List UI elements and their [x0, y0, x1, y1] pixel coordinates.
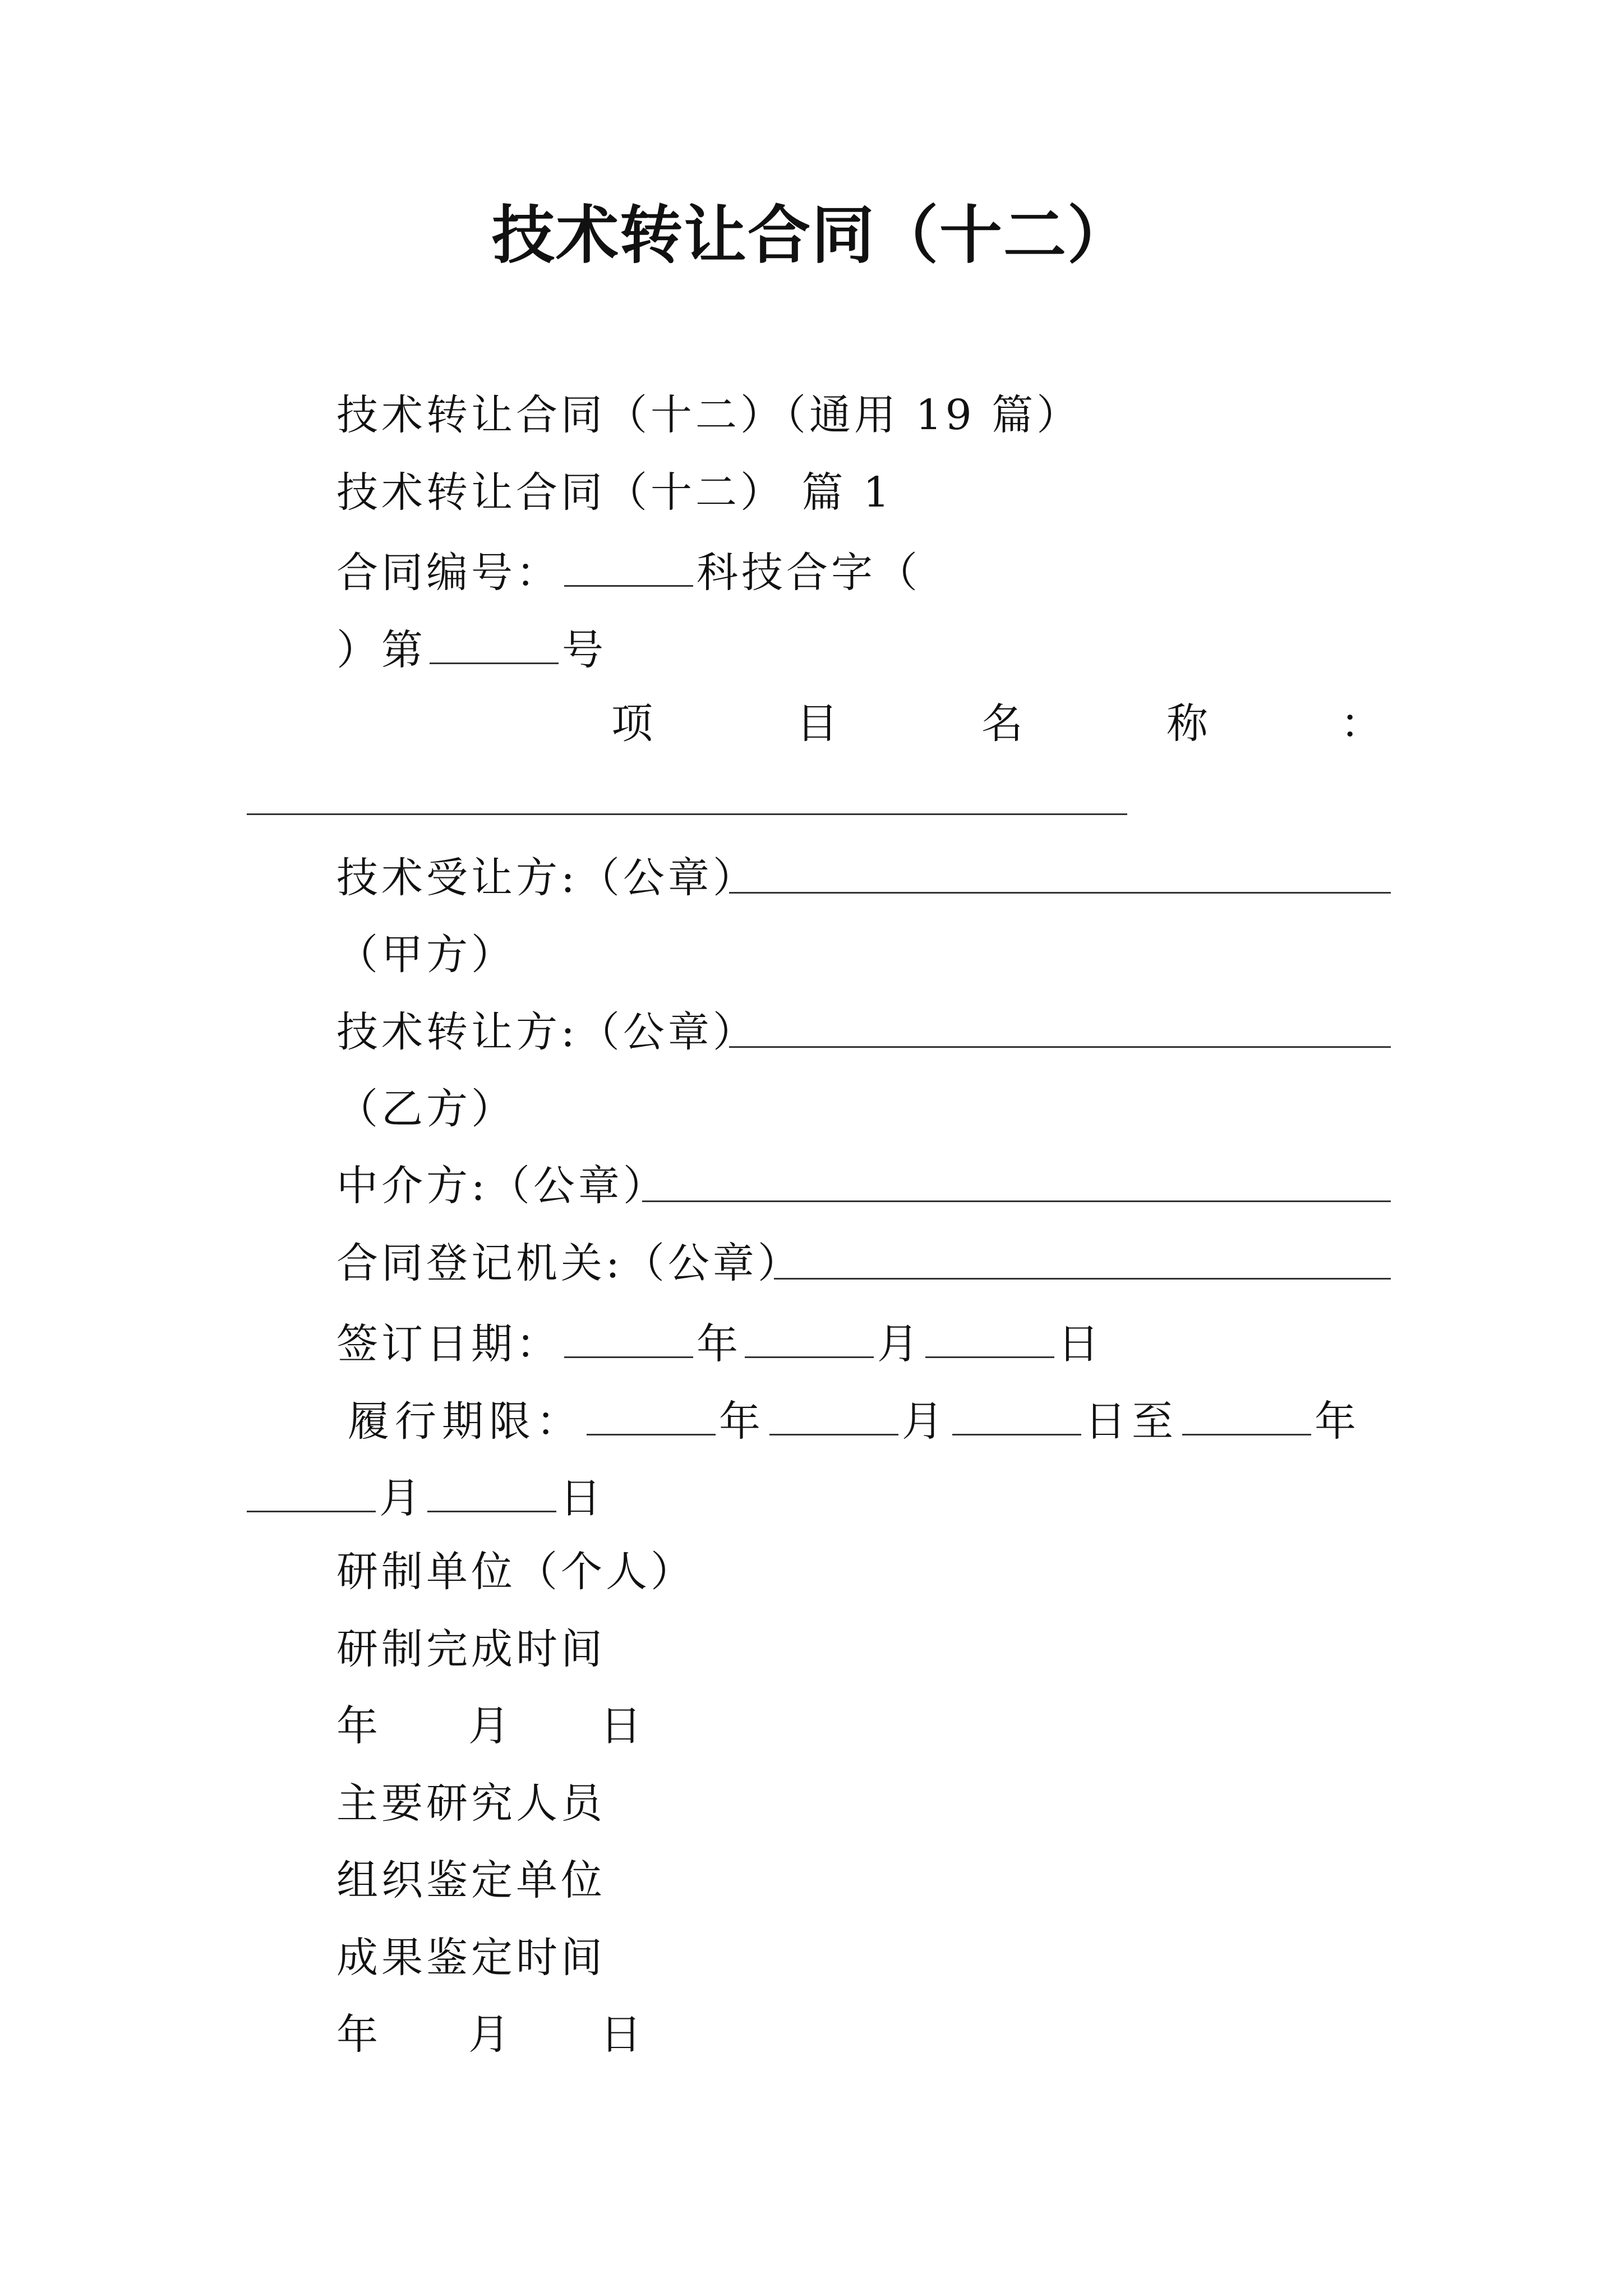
party-a-label: （甲方）	[336, 931, 516, 979]
sign-month-blank	[745, 1313, 874, 1358]
year-label: 年	[719, 1397, 766, 1446]
project-name-char: ：	[1340, 700, 1382, 748]
term-line	[348, 1390, 1362, 1450]
intermediary-label: 中介方:（公章）	[336, 1162, 668, 1210]
year-label: 年	[697, 1320, 741, 1368]
sign-year-blank	[564, 1313, 693, 1358]
term-end-year-blank	[1182, 1390, 1311, 1435]
appraisal-org-label: 组织鉴定单位	[336, 1856, 606, 1904]
transferor-label: 技术转让方:（公章）	[336, 1008, 758, 1056]
sign-day-blank	[925, 1313, 1054, 1358]
transferee-label: 技术受让方:（公章）	[336, 854, 758, 902]
day-label: 日	[1058, 1320, 1103, 1368]
dev-complete-time-label: 研制完成时间	[336, 1625, 606, 1673]
contract-number-line	[336, 541, 921, 601]
term-line-2	[247, 1467, 605, 1526]
term-end-day-blank	[427, 1467, 556, 1512]
year-label: 年	[336, 1702, 381, 1750]
day-label: 日	[600, 2010, 645, 2059]
contract-number-suffix: 科技合字（	[697, 549, 921, 597]
project-name-char: 目	[796, 700, 838, 748]
year-label: 年	[336, 2010, 381, 2059]
contract-number-hao: 号	[562, 626, 607, 674]
project-name-char: 项	[611, 700, 653, 748]
document-title: 技术转让合同（十二）	[492, 199, 1131, 272]
sign-date-line	[336, 1313, 1103, 1372]
month-label: 月	[468, 1702, 513, 1750]
term-start-month-blank	[769, 1390, 898, 1435]
sign-date-label: 签订日期：	[336, 1320, 561, 1368]
month-label: 月	[877, 1320, 922, 1368]
month-label: 月	[468, 2010, 513, 2059]
month-label: 月	[902, 1397, 949, 1446]
subtitle: 技术转让合同（十二）（通用 19 篇）	[336, 391, 1082, 439]
contract-number-blank	[564, 541, 693, 587]
project-name-char: 称	[1166, 700, 1208, 748]
day-label: 日	[560, 1474, 605, 1522]
contract-number-seq-blank	[430, 619, 559, 664]
term-end-month-blank	[247, 1467, 376, 1512]
month-label: 月	[379, 1474, 424, 1522]
main-researchers-label: 主要研究人员	[336, 1779, 606, 1828]
dev-unit-label: 研制单位（个人）	[336, 1548, 695, 1596]
contract-number-line-2	[336, 619, 607, 678]
appraisal-time-label: 成果鉴定时间	[336, 1934, 606, 1982]
project-name-blank	[247, 813, 1127, 815]
day-to-label: 日至	[1085, 1397, 1179, 1446]
contract-number-label: 合同编号：	[336, 549, 561, 597]
term-label: 履行期限：	[348, 1397, 583, 1446]
transferee-blank	[729, 892, 1391, 894]
term-start-day-blank	[952, 1390, 1081, 1435]
transferor-blank	[729, 1046, 1391, 1048]
year-label: 年	[1315, 1397, 1362, 1446]
chapter-heading: 技术转让合同（十二） 篇 1	[336, 468, 893, 517]
day-label: 日	[600, 1702, 645, 1750]
intermediary-blank	[642, 1200, 1391, 1202]
term-start-year-blank	[587, 1390, 716, 1435]
contract-number-paren: ）第	[336, 626, 426, 674]
registry-label: 合同登记机关:（公章）	[336, 1239, 803, 1287]
registry-blank	[774, 1278, 1391, 1280]
party-b-label: （乙方）	[336, 1085, 516, 1133]
project-name-char: 名	[981, 700, 1023, 748]
